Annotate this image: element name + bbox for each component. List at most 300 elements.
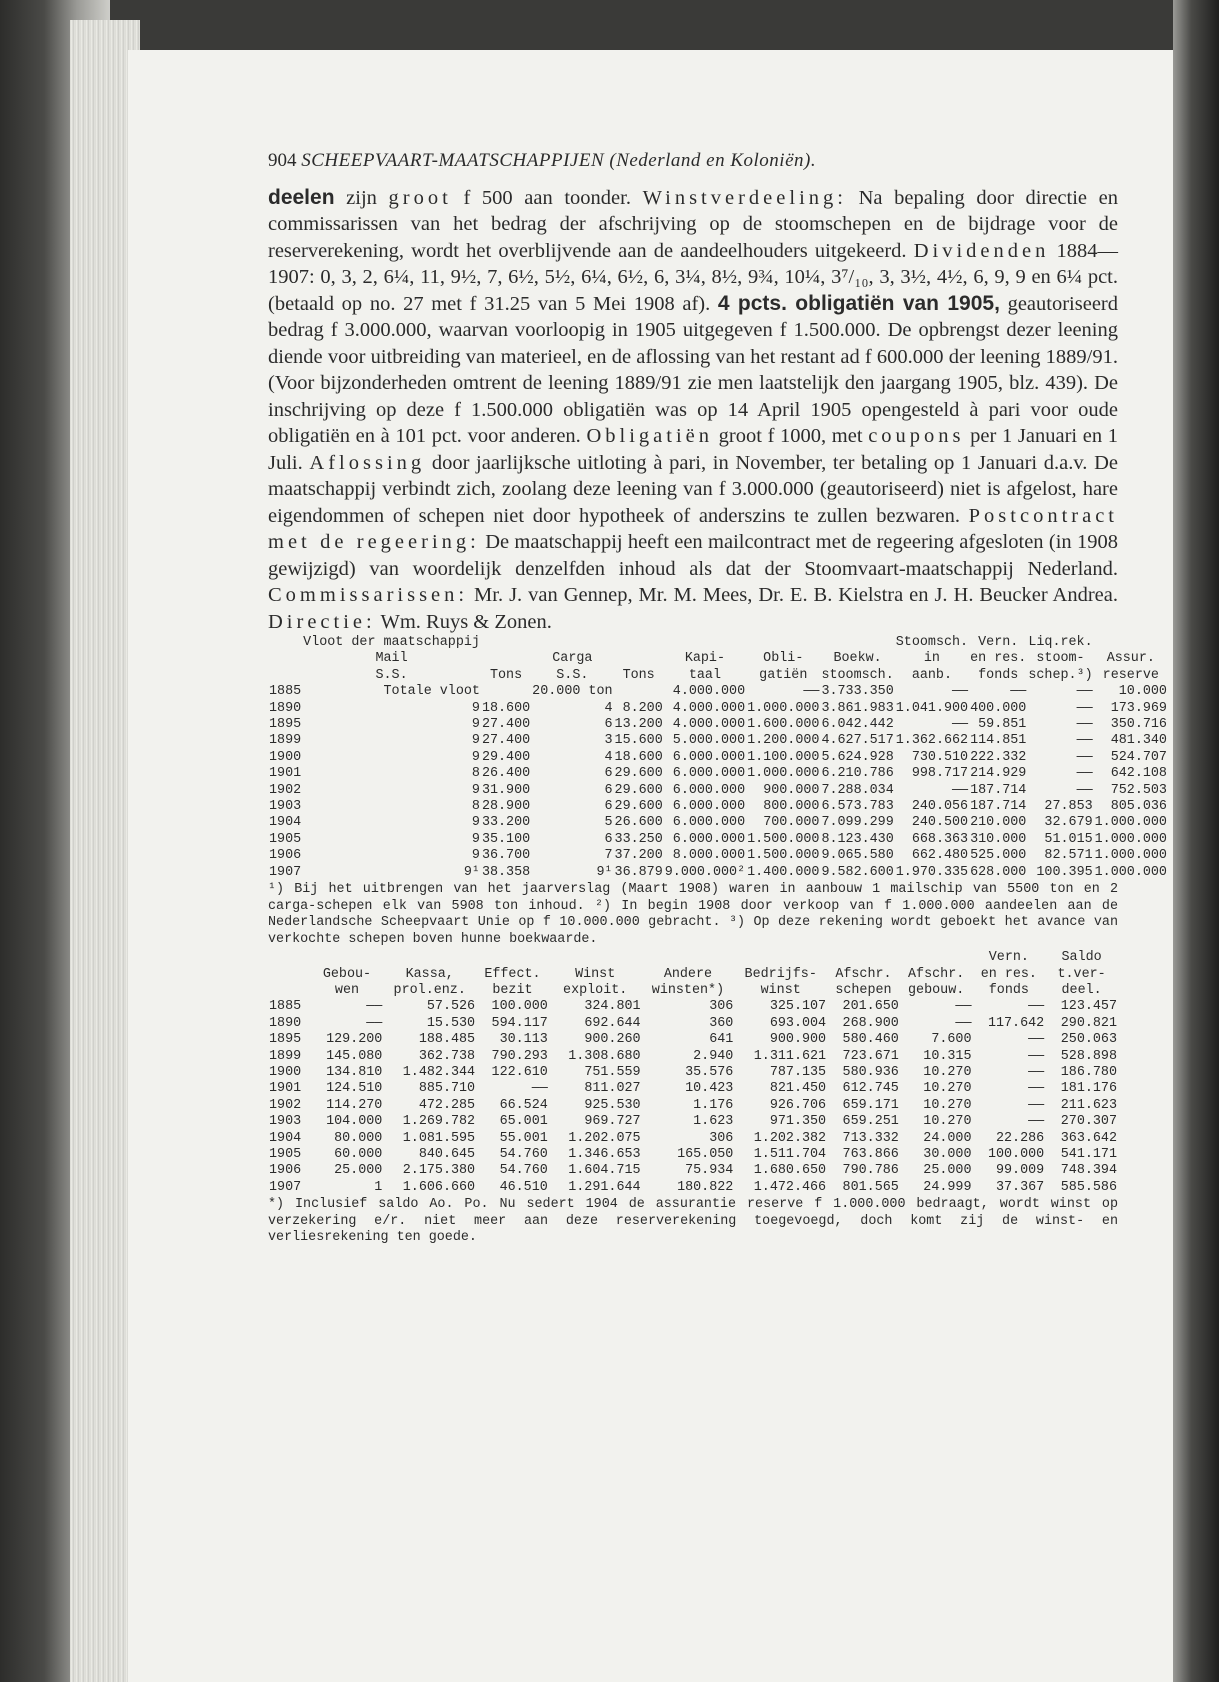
table-cell: 100.000 <box>987 1146 1045 1162</box>
table-cell: 54.760 <box>499 1146 548 1162</box>
column-header: Carga <box>552 651 593 667</box>
column-header: S.S. <box>556 667 589 683</box>
column-header: Boekw. <box>833 651 882 667</box>
table-cell: 10.270 <box>923 1114 972 1130</box>
table-cell: 60.000 <box>334 1146 383 1162</box>
column-header: schepen <box>835 982 892 998</box>
year-cell: 1906 <box>269 1163 302 1179</box>
column-header: Vern. <box>988 950 1029 966</box>
table-cell: 6.000.000 <box>672 799 746 815</box>
column-header: winsten*) <box>651 982 725 998</box>
table-cell: 1.308.680 <box>568 1048 641 1064</box>
table-cell: 10.270 <box>923 1064 972 1080</box>
table-cell: 7 <box>604 848 613 864</box>
column-header: Effect. <box>484 966 541 982</box>
year-cell: 1903 <box>269 799 302 815</box>
text-run: geautoriseerd bedrag f 3.000.000, waarvan voorloopig in 1905 uitgegeven f 1.500.000. De opbrengst dezer leening diende voor uitbreiding van materieel, en de aflossing van het restant ad f 600.000 der leening 1889/91. (Voor bijzonderheden omtrent de leening 1889/91 zie men laatstelijk den jaargang 1905, blz. 439). De inschrijving op deze f 1.500.000 obligatiën was op 14 April 1905 opengesteld à pari voor oude obligatiën en à 101 pct. voor anderen. <box>268 292 1119 447</box>
column-header: Saldo <box>1061 950 1102 966</box>
table-cell: 1.000.000 <box>1094 831 1167 847</box>
label-winstverdeeling: Winstverdeeling: <box>642 186 847 209</box>
table-cell: 6 <box>604 831 613 847</box>
table-cell: 124.510 <box>326 1081 383 1097</box>
table-cell: 730.510 <box>911 749 969 765</box>
table-cell: 840.645 <box>418 1146 476 1162</box>
table-cell: 37.200 <box>614 848 663 864</box>
text-run: Na bepaling door directie en commissarissen van het bedrag der afschrijving op de stoomschepen en de bijdrage voor de reserverekening, wordt het overblijvende aan de aandeelhouders uitgekeerd. <box>268 186 1118 262</box>
table-cell: 9 <box>471 848 480 864</box>
table-cell: 186.780 <box>1060 1064 1117 1080</box>
column-header <box>614 635 664 651</box>
table-cell: 27.853 <box>1044 799 1093 815</box>
table-cell: 6 <box>604 717 613 733</box>
column-header: en res. <box>980 966 1037 982</box>
table-row <box>268 1131 1118 1147</box>
table-cell: 971.350 <box>769 1114 827 1130</box>
table-cell: 400.000 <box>970 700 1027 716</box>
table-cell: 1.680.650 <box>753 1163 827 1179</box>
profit-table <box>268 950 1118 1196</box>
table-cell: 290.821 <box>1060 1015 1117 1031</box>
table-cell: 6.042.442 <box>821 717 894 733</box>
column-header <box>481 651 531 667</box>
table-cell: 1.970.335 <box>895 864 969 880</box>
table-cell: 1.000.000 <box>747 766 820 782</box>
table-cell: —— <box>1028 1081 1045 1097</box>
year-cell: 1904 <box>269 815 302 831</box>
column-header: t.ver- <box>1057 966 1106 982</box>
table-row <box>268 1032 1118 1048</box>
table-cell: 100.000 <box>491 999 548 1015</box>
column-header: taal <box>688 667 721 683</box>
table-cell: 27.400 <box>481 733 531 749</box>
table-cell: 4 <box>604 749 613 765</box>
column-header <box>311 950 384 966</box>
table-cell: 1.000.000 <box>1094 815 1167 831</box>
table-cell: 10.270 <box>923 1097 972 1113</box>
table-row <box>268 865 1168 881</box>
table-cell: 46.510 <box>499 1179 548 1195</box>
table-row <box>268 733 1168 749</box>
table-cell: 900.900 <box>769 1032 827 1048</box>
table-header-row <box>268 950 1118 966</box>
table-row <box>268 1180 1118 1196</box>
table-cell: 628.000 <box>970 864 1027 880</box>
table-cell: 66.524 <box>499 1097 548 1113</box>
table-cell: 1.291.644 <box>568 1179 641 1195</box>
table-cell: 1.041.900 <box>895 700 969 716</box>
table-cell: 36.879 <box>614 864 663 880</box>
table-cell: 1.200.000 <box>747 733 820 749</box>
table-cell: 37.367 <box>995 1179 1045 1195</box>
column-header <box>642 950 735 966</box>
table-cell: 9¹ <box>463 864 480 880</box>
table-cell: 15.530 <box>426 1015 476 1031</box>
column-header: Kassa, <box>405 966 454 982</box>
table-cell: 306 <box>709 1130 734 1146</box>
table-cell: 1.400.000 <box>747 864 820 880</box>
table-cell: 33.200 <box>481 815 531 831</box>
table-cell: 659.251 <box>842 1114 899 1130</box>
table-row <box>268 799 1168 815</box>
table-cell: 692.644 <box>584 1015 641 1031</box>
table-cell: —— <box>1076 766 1093 782</box>
table-row <box>268 684 1168 700</box>
table-cell: 188.485 <box>418 1032 476 1048</box>
table-cell: 693.004 <box>769 1015 827 1031</box>
table-cell: 1.362.662 <box>895 733 969 749</box>
table-row <box>268 1163 1118 1179</box>
table-cell: 240.500 <box>911 815 969 831</box>
year-cell: 1895 <box>269 1032 302 1048</box>
text-run: groot f 1000, met <box>713 425 869 447</box>
table-cell: 7.099.299 <box>821 815 894 831</box>
table-cell: 173.969 <box>1110 700 1167 716</box>
table-cell: 763.866 <box>842 1146 899 1162</box>
table-cell: 8.200 <box>622 700 663 716</box>
table-cell: 1.000.000 <box>1094 848 1167 864</box>
column-header: Tons <box>489 667 523 683</box>
table-cell: 1.606.660 <box>402 1179 476 1195</box>
label-directie: Directie: <box>268 610 376 633</box>
column-header: exploit. <box>563 982 628 998</box>
label-aflossing: Aflossing <box>309 451 426 474</box>
table-cell: 82.571 <box>1044 848 1093 864</box>
table-cell: 926.706 <box>769 1097 827 1113</box>
column-header <box>268 983 311 999</box>
year-cell: 1900 <box>269 1064 302 1080</box>
table-cell: 25.000 <box>334 1163 383 1179</box>
table-cell: 9.000.000² <box>664 864 746 880</box>
table-cell: 1.482.344 <box>402 1064 476 1080</box>
table-cell: 580.460 <box>842 1032 899 1048</box>
table-cell: 790.786 <box>842 1163 899 1179</box>
table-cell: 1.604.715 <box>568 1163 641 1179</box>
table-row <box>268 717 1168 733</box>
year-cell: 1905 <box>269 1146 302 1162</box>
table-cell: 324.801 <box>584 999 641 1015</box>
column-header: bezit <box>492 982 533 998</box>
table-cell: 75.934 <box>685 1163 734 1179</box>
text-run: 1884—1907: 0, 3, 2, 6¼, 11, 9½, 7, 6½, 5½, 6¼, 6½, 6, 3¼, 8½, 9¾, 10¼, 3⁷/₁₀, 3, 3½, 4½, 6, 9, 9 en 6¼ pct. (betaald op no. 27 met f 31.25 van 5 Mei 1908 af). <box>268 239 1118 315</box>
column-header: gebouw. <box>908 982 965 998</box>
table-cell: —— <box>1076 717 1093 733</box>
table-cell: 9 <box>471 782 480 798</box>
table-cell: 528.898 <box>1060 1048 1117 1064</box>
column-header: Tons <box>622 667 655 683</box>
year-cell: 1900 <box>269 749 302 765</box>
table-row <box>268 1081 1118 1097</box>
table-cell: 129.200 <box>326 1032 383 1048</box>
table-cell: 8 <box>471 799 480 815</box>
column-header: Vern. <box>978 635 1019 650</box>
table-cell: 1.472.466 <box>753 1179 827 1195</box>
table-cell: 35.100 <box>481 831 531 847</box>
table-cell: 1.500.000 <box>747 831 820 847</box>
column-header: Assur. <box>1106 651 1155 667</box>
table-cell: 35.576 <box>685 1064 734 1080</box>
table-cell: 65.001 <box>499 1114 548 1130</box>
table-cell: 270.307 <box>1060 1114 1117 1130</box>
table-cell: 6.000.000 <box>672 782 746 798</box>
table-cell: —— <box>1028 1114 1045 1130</box>
column-header <box>746 635 820 651</box>
table-cell: 9 <box>471 700 480 716</box>
table-cell: —— <box>955 999 972 1015</box>
table-cell: 805.036 <box>1110 799 1167 815</box>
table-cell: 10.315 <box>923 1048 972 1064</box>
table-cell: 969.727 <box>584 1114 641 1130</box>
table-cell: 1.100.000 <box>747 749 820 765</box>
table-cell: 30.000 <box>923 1146 972 1162</box>
table-cell: 9 <box>471 733 480 749</box>
table-cell: 187.714 <box>970 799 1027 815</box>
table-row <box>268 1147 1118 1163</box>
table-cell: 925.530 <box>584 1097 641 1113</box>
table-cell: 900.260 <box>584 1032 641 1048</box>
table-cell: 8.000.000 <box>672 848 746 864</box>
table-row <box>268 832 1168 848</box>
table-cell: 9 <box>471 749 480 765</box>
table-cell: 9 <box>471 831 480 847</box>
table-cell: 201.650 <box>842 999 899 1015</box>
table-cell: 1.500.000 <box>747 848 820 864</box>
table-cell: 900.000 <box>763 782 820 798</box>
column-header: aanb. <box>911 667 953 683</box>
text-run: f 500 aan toonder. <box>451 186 643 209</box>
table-cell: —— <box>1028 999 1045 1015</box>
table-cell: 122.610 <box>491 1064 548 1080</box>
column-header: Obli- <box>763 651 804 667</box>
table-cell: 360 <box>709 1015 734 1031</box>
year-cell: 1906 <box>269 848 302 864</box>
table-cell: 33.250 <box>614 831 663 847</box>
table-cell: 10.423 <box>685 1081 734 1097</box>
table-row <box>268 1016 1118 1032</box>
column-header: fonds <box>978 667 1019 683</box>
table-cell: 250.063 <box>1060 1032 1117 1048</box>
column-header <box>268 635 302 651</box>
column-header <box>476 950 549 966</box>
table-header-row <box>268 668 1168 684</box>
table-header-row <box>268 635 1168 651</box>
table-cell: 181.176 <box>1060 1081 1117 1097</box>
table-cell: 723.671 <box>842 1048 899 1064</box>
column-header: gatiën <box>759 667 808 683</box>
table-cell: 30.113 <box>499 1032 548 1048</box>
table-cell: 9.582.600 <box>821 864 894 880</box>
table-cell: 2.940 <box>693 1048 734 1064</box>
fleet-table <box>268 635 1168 881</box>
column-header: Afschr. <box>908 966 965 982</box>
table-cell <box>614 684 664 700</box>
text-run: door jaarlijksche uitloting à pari, in November, ter betaling op 1 Januari d.a.v. De maatschappij verbindt zich, zoolang deze leening van f 3.000.000 (geautoriseerd) niet is afgelost, hare eigendommen of schepen niet door hypotheek of anderszins te zullen bezwaren. <box>268 451 1119 527</box>
table-cell: —— <box>1076 749 1093 765</box>
column-header <box>531 635 613 651</box>
column-header <box>268 651 302 667</box>
column-header: reserve <box>1102 667 1159 683</box>
table-cell: 214.929 <box>970 766 1027 782</box>
table-cell: 1.176 <box>693 1097 734 1113</box>
year-cell: 1899 <box>269 733 302 749</box>
running-title: SCHEEPVAART-MAATSCHAPPIJEN (Nederland en Koloniën). <box>301 150 817 171</box>
text-run: zijn <box>334 186 389 209</box>
table-cell: 15.600 <box>614 733 663 749</box>
table-cell: 5.000.000 <box>672 733 746 749</box>
column-header: Andere <box>663 966 713 982</box>
table-cell: 22.286 <box>995 1130 1045 1146</box>
table-cell: 123.457 <box>1060 999 1117 1015</box>
table-cell: 4.000.000 <box>672 684 746 700</box>
year-cell: 1885 <box>269 684 302 700</box>
column-header <box>268 967 311 983</box>
table-cell: 9¹ <box>596 864 613 880</box>
table-cell: 117.642 <box>987 1015 1045 1031</box>
table-cell: 1.346.653 <box>568 1146 641 1162</box>
table-cell: 3 <box>604 733 613 749</box>
table-row <box>268 1114 1118 1130</box>
column-header: schep.³) <box>1028 667 1093 683</box>
table-cell: 594.117 <box>491 1015 548 1031</box>
table-cell: 748.394 <box>1060 1163 1117 1179</box>
table-cell: —— <box>1010 684 1027 700</box>
table-row <box>268 1065 1118 1081</box>
column-header: in <box>923 651 940 667</box>
table-cell: 310.000 <box>970 831 1027 847</box>
table-row <box>268 815 1168 831</box>
table-cell: —— <box>366 1015 383 1031</box>
column-header <box>268 950 311 966</box>
text-run: De maatschappij heeft een mailcontract met de regeering afgesloten (in 1908 gewijzigd) van woordelijk denzelfden inhoud als dat der Stoomvaart-maatschappij Nederland. <box>268 531 1118 580</box>
column-header: deel. <box>1061 982 1102 998</box>
page-number: 904 <box>268 150 297 171</box>
table-cell: —— <box>955 1015 972 1031</box>
table-cell: 325.107 <box>769 999 827 1015</box>
column-header: stoomsch. <box>821 667 894 683</box>
year-cell: 1895 <box>269 717 302 733</box>
table-cell: 9 <box>471 717 480 733</box>
year-cell: 1902 <box>269 782 302 798</box>
table-cell: —— <box>952 717 969 733</box>
table-cell: 998.717 <box>911 766 969 782</box>
table-cell: 641 <box>709 1032 734 1048</box>
table-row <box>268 783 1168 799</box>
table-cell: 9 <box>471 815 480 831</box>
year-cell: 1903 <box>269 1114 302 1130</box>
table-cell: 10.000 <box>1118 684 1167 700</box>
table-cell: 29.400 <box>481 749 531 765</box>
table-row <box>268 1098 1118 1114</box>
table-cell: 525.000 <box>970 848 1027 864</box>
column-header: en res. <box>970 651 1027 667</box>
column-header <box>664 635 746 651</box>
table-cell: —— <box>1076 733 1093 749</box>
table-row <box>268 750 1168 766</box>
table-cell: 29.600 <box>614 782 663 798</box>
column-header <box>481 635 531 651</box>
table-cell: 36.700 <box>481 848 531 864</box>
label-obligatien: Obligatiën <box>586 425 713 447</box>
column-header: Liq.rek. <box>1028 635 1093 650</box>
column-header: wen <box>334 982 360 998</box>
table-cell: 38.358 <box>481 864 531 880</box>
table-cell: 1.623 <box>693 1114 734 1130</box>
table-cell: —— <box>366 999 383 1015</box>
table-cell: 31.900 <box>481 782 531 798</box>
text-run: per 1 Januari en 1 Juli. <box>268 425 1118 474</box>
table-cell: 5.624.928 <box>821 749 894 765</box>
table-cell: 662.480 <box>911 848 969 864</box>
table-cell: 222.332 <box>970 749 1027 765</box>
table-cell: 3.861.983 <box>821 700 894 716</box>
table-cell: 6.000.000 <box>672 766 746 782</box>
column-header: winst <box>760 982 801 998</box>
table-cell: 6.000.000 <box>672 749 746 765</box>
table-cell: —— <box>952 684 969 700</box>
table-cell: 29.600 <box>614 799 663 815</box>
table-cell: 350.716 <box>1110 717 1167 733</box>
table-cell: 25.000 <box>923 1163 972 1179</box>
table-row <box>268 766 1168 782</box>
table-cell: 1.202.075 <box>568 1130 641 1146</box>
table-cell: 13.200 <box>614 717 663 733</box>
table-cell: —— <box>1076 684 1093 700</box>
table-cell: 99.009 <box>995 1163 1045 1179</box>
table-cell: 27.400 <box>481 717 531 733</box>
fleet-table-footnote: ¹) Bij het uitbrengen van het jaarverslag (Maart 1908) waren in aanbouw 1 mailschip van 5500 ton en 2 carga-schepen elk van 5908 ton inhoud. ²) In begin 1908 door verkoop van f 1.000.000 aandeelen aan de Nederlandsche Scheepvaart Unie op f 10.000.000 gebracht. ³) Op deze rekening wordt geboekt het avance van verkochte schepen boven hunne boekwaarde. <box>268 882 1118 947</box>
column-header: fonds <box>988 982 1029 998</box>
label-coupons: coupons <box>868 425 965 447</box>
table-cell: 6.210.786 <box>821 766 894 782</box>
table-cell: 165.050 <box>677 1146 734 1162</box>
label-dividenden: Dividenden <box>913 239 1050 262</box>
table-cell: 811.027 <box>584 1081 641 1097</box>
table-cell: 7.600 <box>931 1032 972 1048</box>
column-header <box>827 950 900 966</box>
label-postcontract: Postcontract met de regeering: <box>268 504 1118 553</box>
table-cell: 8.123.430 <box>821 831 894 847</box>
table-cell: 524.707 <box>1110 749 1167 765</box>
table-cell: 612.745 <box>842 1081 899 1097</box>
column-header: Kapi- <box>684 651 726 667</box>
table-cell: 1.202.382 <box>753 1130 827 1146</box>
column-header <box>614 651 664 667</box>
table-cell: 472.285 <box>418 1097 476 1113</box>
table-cell: 5 <box>604 815 613 831</box>
table-cell: 57.526 <box>426 999 476 1015</box>
table-cell: 18.600 <box>481 700 531 716</box>
table-cell: 800.000 <box>763 799 820 815</box>
table-cell: 268.900 <box>842 1015 899 1031</box>
table-cell: 210.000 <box>970 815 1027 831</box>
table-cell: 790.293 <box>491 1048 548 1064</box>
table-cell: 6.000.000 <box>672 815 746 831</box>
table-row <box>268 1049 1118 1065</box>
table-cell: 4.000.000 <box>672 700 746 716</box>
table-cell: 55.001 <box>499 1130 548 1146</box>
table-cell: 585.586 <box>1060 1179 1117 1195</box>
column-header: prol.enz. <box>393 982 466 998</box>
table-cell: 10.270 <box>923 1081 972 1097</box>
table-cell: —— <box>1028 1064 1045 1080</box>
table-cell: 4.000.000 <box>672 717 746 733</box>
table-cell: —— <box>803 684 820 700</box>
column-header: S.S. <box>375 667 408 683</box>
table-cell: 180.822 <box>677 1179 734 1195</box>
column-header <box>268 668 302 684</box>
table-cell: 6.573.783 <box>821 799 894 815</box>
table-cell: 20.000 ton <box>532 684 613 700</box>
table-cell: 59.851 <box>978 717 1027 733</box>
